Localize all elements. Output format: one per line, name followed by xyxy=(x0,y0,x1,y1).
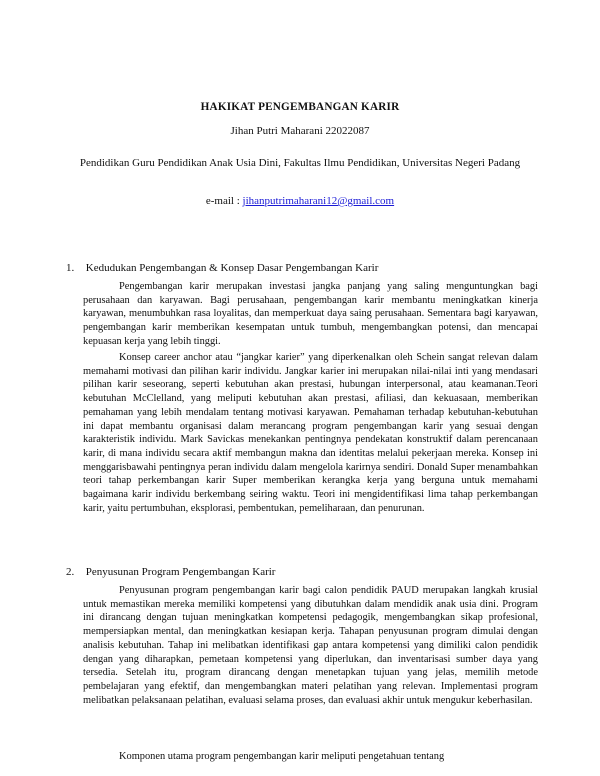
email-line xyxy=(60,193,540,210)
section-heading-2 xyxy=(66,566,275,578)
email-label: e-mail : xyxy=(205,195,240,207)
email-link[interactable]: jihanputrimaharani12@gmail.com xyxy=(242,195,395,207)
affiliation-line: Pendidikan Guru Pendidikan Anak Usia Dini, Fakultas Ilmu Pendidikan, Universitas Negeri Padang xyxy=(79,157,521,169)
paper-title: HAKIKAT PENGEMBANGAN KARIR xyxy=(200,101,400,113)
section-number: 1. xyxy=(66,262,75,274)
author-line: Jihan Putri Maharani 22022087 xyxy=(230,125,370,137)
paragraph: Pengembangan karir merupakan investasi jangka panjang yang saling menguntungkan bagi perusahaan dan karyawan. Bagi perusahaan, pengembangan karir membantu meningkatkan kinerja karyawan, menumbuhkan rasa loyalitas, dan memperkuat daya saing perusahaan. Sementara bagi karyawan, pengembangan karir memberikan kesempatan untuk tumbuh, mengembangkan potensi, dan mencapai kepuasan kerja yang lebih tinggi. xyxy=(83,281,538,347)
paragraph: Komponen utama program pengembangan karir meliputi pengetahuan tentang xyxy=(119,751,445,762)
section-heading-text: Penyusunan Program Pengembangan Karir xyxy=(85,566,276,578)
section-heading-1 xyxy=(66,262,378,274)
paragraph: Penyusunan program pengembangan karir bagi calon pendidik PAUD merupakan langkah krusial untuk memastikan mereka memiliki kompetensi yang dibutuhkan dalam mendidik anak usia dini. Program ini dirancang dengan tujuan meningkatkan kompetensi pedagogik, mengembangkan sikap profesional, mempersiapkan mental, dan meningkatkan kesiapan kerja. Tahapan penyusunan program dimulai dengan analisis kebutuhan. Tahap ini melibatkan identifikasi gap antara kompetensi yang dimiliki calon pendidik dengan yang diharapkan, pemetaan kompetensi yang diperlukan, dan inventarisasi sumber daya yang tersedia. Setelah itu, program dirancang dengan menetapkan tujuan yang jelas, memilih metode pembelajaran yang efektif, dan mengembangkan materi pelatihan yang relevan. Implementasi program melibatkan pelaksanaan pelatihan, evaluasi selama proses, dan evaluasi akhir untuk mengukur keberhasilan. xyxy=(83,585,538,706)
section-heading-text: Kedudukan Pengembangan & Konsep Dasar Pengembangan Karir xyxy=(85,262,379,274)
section-number: 2. xyxy=(66,566,75,578)
paragraph: Konsep career anchor atau “jangkar karier” yang diperkenalkan oleh Schein sangat relevan dalam memahami motivasi dan pilihan karir individu. Jangkar karier ini merupakan nilai-nilai inti yang mendasari pilihan karir seseorang, seperti kebutuhan akan prestasi, hubungan interpersonal, atau keamanan.Teori kebutuhan McClelland, yang meliputi kebutuhan akan prestasi, afiliasi, dan kekuasaan, memberikan pemahaman yang lebih mendalam tentang motivasi karyawan. Pemahaman terhadap kebutuhan-kebutuhan ini dapat membantu organisasi dalam merancang program pengembangan karir yang sesuai dengan karakteristik individu. Mark Savickas menekankan pentingnya pendekatan konstruktif dalam perencanaan karir, di mana individu secara aktif membangun makna dan identitas melalui pekerjaan mereka. Konsep ini menggarisbawahi pentingnya peran individu dalam mengelola karirnya sendiri. Donald Super menambahkan teori tahap perkembangan karir Super memberikan kerangka kerja yang berguna untuk memahami bagaimana karir individu berkembang seiring waktu. Teori ini mengidentifikasi lima tahap perkembangan karir, yaitu pertumbuhan, eksplorasi, pembentukan, pemeliharaan, dan penurunan. xyxy=(83,352,538,514)
